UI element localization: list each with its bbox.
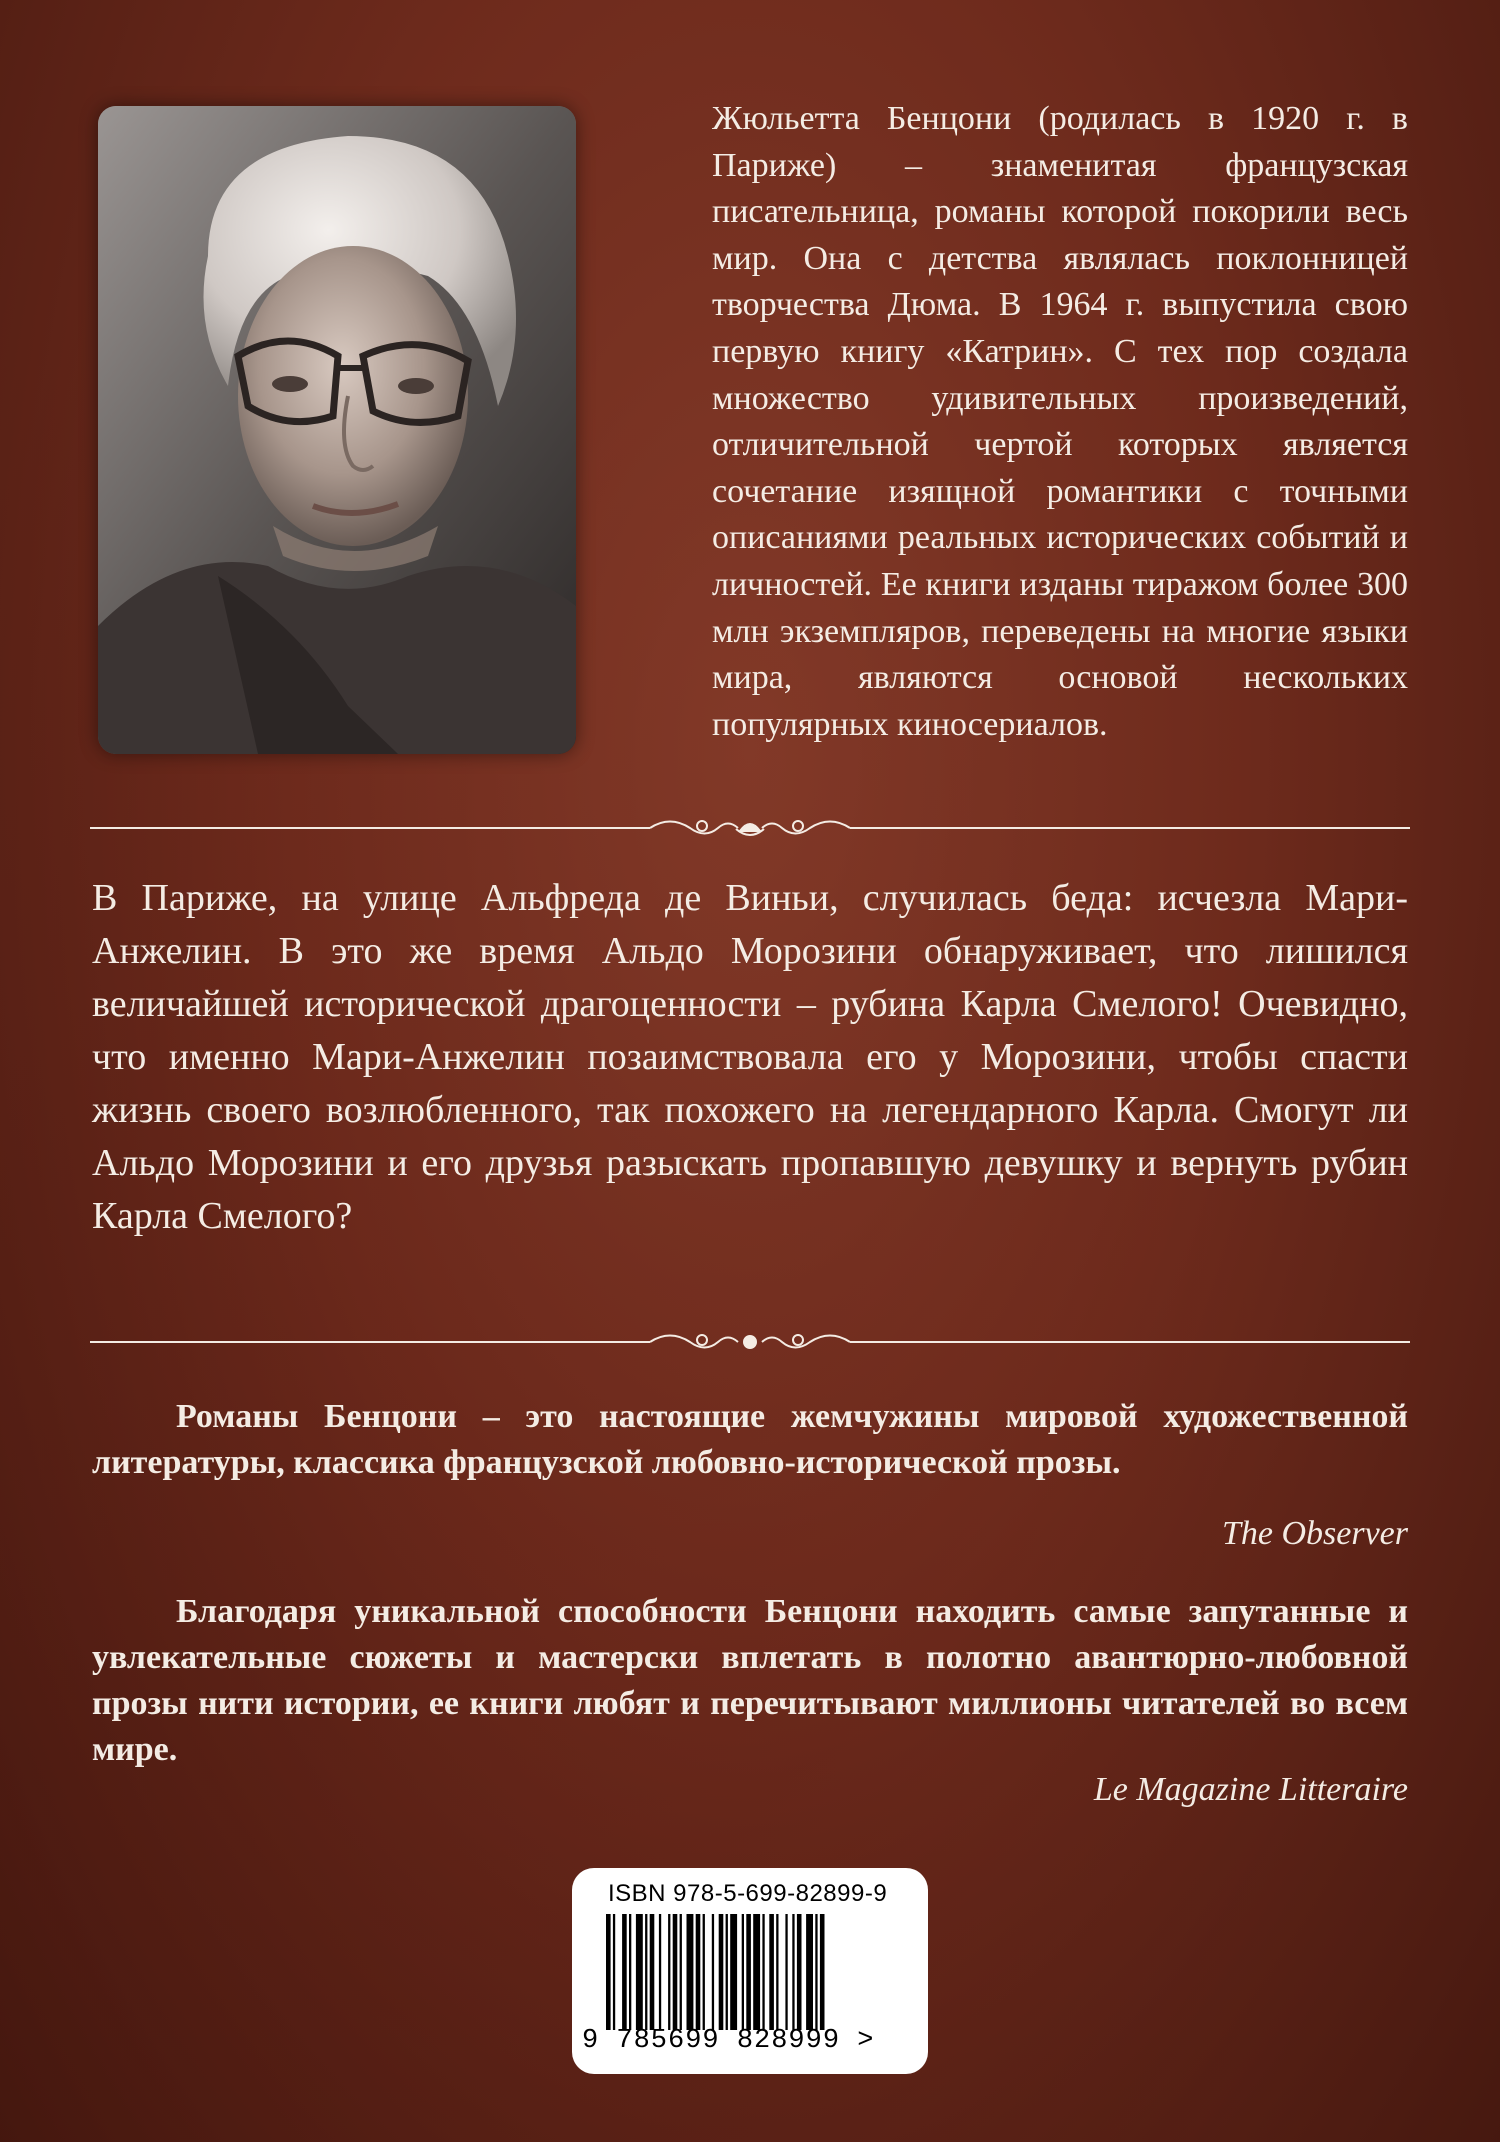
- author-bio-text: Жюльетта Бенцони (родилась в 1920 г. в Париже) – знаменитая французская писательница, романы которой покорили весь мир. Она с детства являлась поклонницей творчества Дюма. В 1964 г. выпустила свою первую книгу «Катрин». С тех пор создала множество удивительных произведений, отличительной чертой которых является сочетание изящной романтики с точными описаниями реальных исторических событий и личностей. Ее книги изданы тиражом более 300 млн экземпляров, переведены на многие языки мира, являются основой нескольких популярных киносериалов.: [712, 100, 1408, 743]
- author-bio: [712, 96, 1408, 748]
- review-quote: [92, 1589, 1408, 1773]
- ornament-divider: [90, 813, 1410, 843]
- flourish-divider-icon: [90, 813, 1410, 843]
- flourish-divider-icon: [90, 1327, 1410, 1357]
- barcode-icon: [606, 1914, 896, 2030]
- review-quote-text: Благодаря уникальной способности Бенцони находить самые запутанные и увлекательные сюжеты и мастерски вплетать в полотно авантюрно-любовной прозы нити истории, ее книги любят и перечитывают миллионы читателей во всем мире.: [92, 1593, 1408, 1768]
- author-photo-icon: [98, 106, 576, 754]
- review-quote-text: Романы Бенцони – это настоящие жемчужины мировой художественной литературы, классика французской любовно-исторической прозы.: [92, 1398, 1408, 1481]
- book-synopsis: [92, 872, 1408, 1243]
- isbn-barcode-box: [572, 1868, 928, 2074]
- ornament-divider: [90, 1327, 1410, 1357]
- synopsis-text: В Париже, на улице Альфреда де Виньи, случилась беда: исчезла Мари-Анжелин. В это же время Альдо Морозини обнаруживает, что лишился величайшей исторической драгоценности – рубина Карла Смелого! Очевидно, что именно Мари-Анжелин позаимствовала его у Морозини, чтобы спасти жизнь своего возлюбленного, так похожего на легендарного Карла. Смогут ли Альдо Морозини и его друзья разыскать пропавшую девушку и вернуть рубин Карла Смелого?: [92, 877, 1408, 1237]
- isbn-label: ISBN 978-5-699-82899-9: [608, 1880, 888, 1907]
- author-portrait: [98, 106, 576, 754]
- review-quote: [92, 1394, 1408, 1486]
- barcode-digits: 9 785699 828999 >: [582, 2026, 875, 2056]
- review-source: Le Magazine Litteraire: [1093, 1771, 1408, 1808]
- review-source: The Observer: [1221, 1515, 1408, 1552]
